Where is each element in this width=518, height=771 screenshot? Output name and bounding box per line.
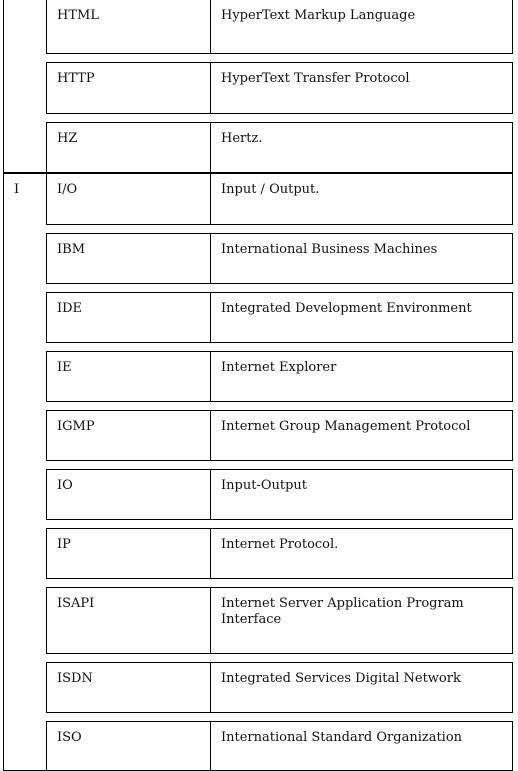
desc-cell: Internet Server Application Program Interface (211, 587, 513, 654)
table-row-gap (3, 54, 513, 62)
desc-cell: Hertz. (211, 122, 513, 173)
abbr-cell: IE (46, 351, 211, 402)
table-row (3, 173, 513, 225)
desc-cell: Integrated Development Environment (211, 292, 513, 343)
table-row-gap (3, 343, 513, 351)
abbr-cell: HZ (46, 122, 211, 173)
table-row-gap (3, 713, 513, 721)
desc-cell: International Business Machines (211, 233, 513, 284)
abbr-cell: I/O (46, 173, 211, 225)
table-row-gap (3, 114, 513, 122)
table-row (3, 410, 513, 461)
table-row (3, 587, 513, 654)
table-row-gap (3, 225, 513, 233)
table-row-gap (3, 579, 513, 587)
abbr-cell: IBM (46, 233, 211, 284)
table-row-gap (3, 654, 513, 662)
table-row (3, 662, 513, 713)
desc-cell: Internet Group Management Protocol (211, 410, 513, 461)
table-row (3, 233, 513, 284)
table-row (3, 528, 513, 579)
abbr-cell: ISDN (46, 662, 211, 713)
abbr-cell: ISO (46, 721, 211, 771)
desc-cell: HyperText Transfer Protocol (211, 62, 513, 114)
table-row-gap (3, 461, 513, 469)
table-row (3, 292, 513, 343)
letter-cell: I (3, 173, 46, 771)
abbreviations-table-body (3, 0, 513, 771)
letter-cell (3, 0, 46, 173)
abbr-cell: IDE (46, 292, 211, 343)
table-row (3, 62, 513, 114)
desc-cell: International Standard Organization (211, 721, 513, 771)
abbr-cell: HTML (46, 0, 211, 54)
abbr-cell: ISAPI (46, 587, 211, 654)
desc-cell: Input-Output (211, 469, 513, 520)
table-row (3, 0, 513, 54)
desc-cell: Internet Protocol. (211, 528, 513, 579)
table-row (3, 122, 513, 173)
abbr-cell: IGMP (46, 410, 211, 461)
table-row-gap (3, 284, 513, 292)
table-row (3, 721, 513, 771)
abbreviations-table (3, 0, 513, 771)
table-row (3, 351, 513, 402)
abbr-cell: IO (46, 469, 211, 520)
desc-cell: Integrated Services Digital Network (211, 662, 513, 713)
abbr-cell: IP (46, 528, 211, 579)
desc-cell: HyperText Markup Language (211, 0, 513, 54)
desc-cell: Internet Explorer (211, 351, 513, 402)
abbr-cell: HTTP (46, 62, 211, 114)
table-row-gap (3, 402, 513, 410)
table-row (3, 469, 513, 520)
table-row-gap (3, 520, 513, 528)
desc-cell: Input / Output. (211, 173, 513, 225)
